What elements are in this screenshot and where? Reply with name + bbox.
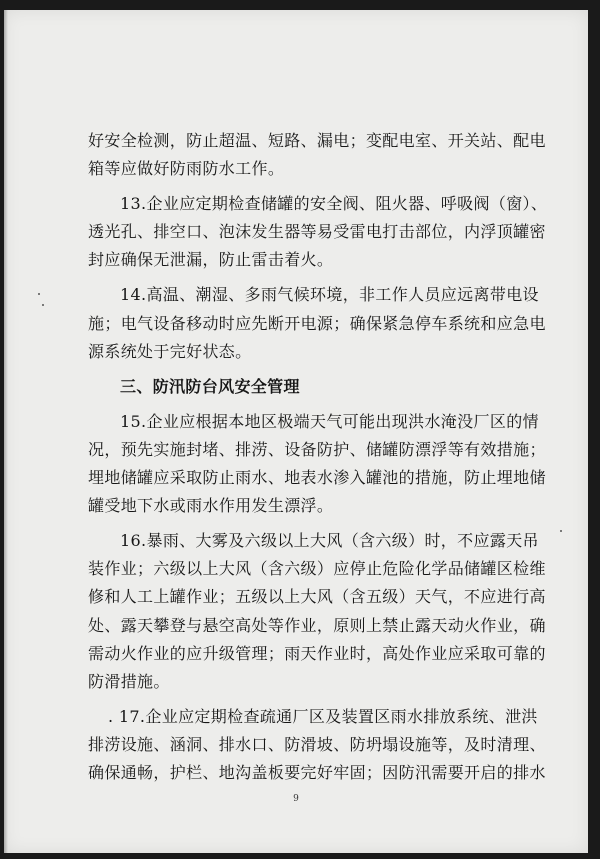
scan-speck xyxy=(560,530,562,532)
text-line: 15.企业应根据本地区极端天气可能出现洪水淹没厂区的情 xyxy=(120,411,539,431)
text-line: 箱等应做好防雨防水工作。 xyxy=(88,159,285,179)
page-number: 9 xyxy=(293,794,299,804)
paragraph-item-14 xyxy=(88,281,546,365)
scan-speck xyxy=(42,304,44,306)
text-line: 确保通畅，护栏、地沟盖板要完好牢固；因防汛需要开启的排水 xyxy=(88,762,546,782)
paragraph-item-16 xyxy=(88,527,546,696)
text-line: 防滑措施。 xyxy=(88,671,170,691)
text-line: 装作业；六级以上大风（含六级）应停止危险化学品储罐区检维 xyxy=(88,559,546,579)
text-line: . 17.企业应定期检查疏通厂区及装置区雨水排放系统、泄洪 xyxy=(108,706,538,726)
text-line: 处、露天攀登与悬空高处等作业，原则上禁止露天动火作业，确 xyxy=(88,615,546,635)
paragraph-item-13 xyxy=(88,190,548,274)
text-line: 好安全检测，防止超温、短路、漏电；变配电室、开关站、配电 xyxy=(88,131,546,150)
paragraph-item-17 xyxy=(88,703,546,787)
section-heading: 三、防汛防台风安全管理 xyxy=(120,376,300,396)
text-line: 封应确保无泄漏，防止雷击着火。 xyxy=(88,250,334,270)
text-line: 况，预先实施封堵、排涝、设备防护、储罐防漂浮等有效措施； xyxy=(88,439,546,459)
scan-speck xyxy=(38,293,40,295)
text-line: 14.高温、潮湿、多雨气候环境，非工作人员应远离带电设 xyxy=(120,285,539,305)
text-line: 需动火作业的应升级管理；雨天作业时，高处作业应采取可靠的 xyxy=(88,643,546,663)
text-line: 源系统处于完好状态。 xyxy=(88,341,252,361)
text-line: 施；电气设备移动时应先断开电源；确保紧急停车系统和应急电 xyxy=(88,313,546,333)
text-line: 修和人工上罐作业；五级以上大风（含五级）天气，不应进行高 xyxy=(88,587,546,607)
scan-edge-shadow xyxy=(4,10,8,853)
paragraph-continuation xyxy=(88,127,546,183)
text-line: 13.企业应定期检查储罐的安全阀、阻火器、呼吸阀（窗）、 xyxy=(120,194,548,214)
text-line: 埋地储罐应采取防止雨水、地表水渗入罐池的措施，防止埋地储 xyxy=(88,468,546,488)
text-line: 透光孔、排空口、泡沫发生器等易受雷电打击部位，内浮顶罐密 xyxy=(88,222,546,242)
text-line: 16.暴雨、大雾及六级以上大风（含六级）时，不应露天吊 xyxy=(120,531,539,551)
text-line: 罐受地下水或雨水作用发生漂浮。 xyxy=(88,496,334,516)
text-line: 排涝设施、涵洞、排水口、防滑坡、防坍塌设施等，及时清理、 xyxy=(88,734,546,754)
document-page xyxy=(4,10,588,853)
document-body xyxy=(88,127,548,787)
paragraph-item-15 xyxy=(88,408,546,520)
